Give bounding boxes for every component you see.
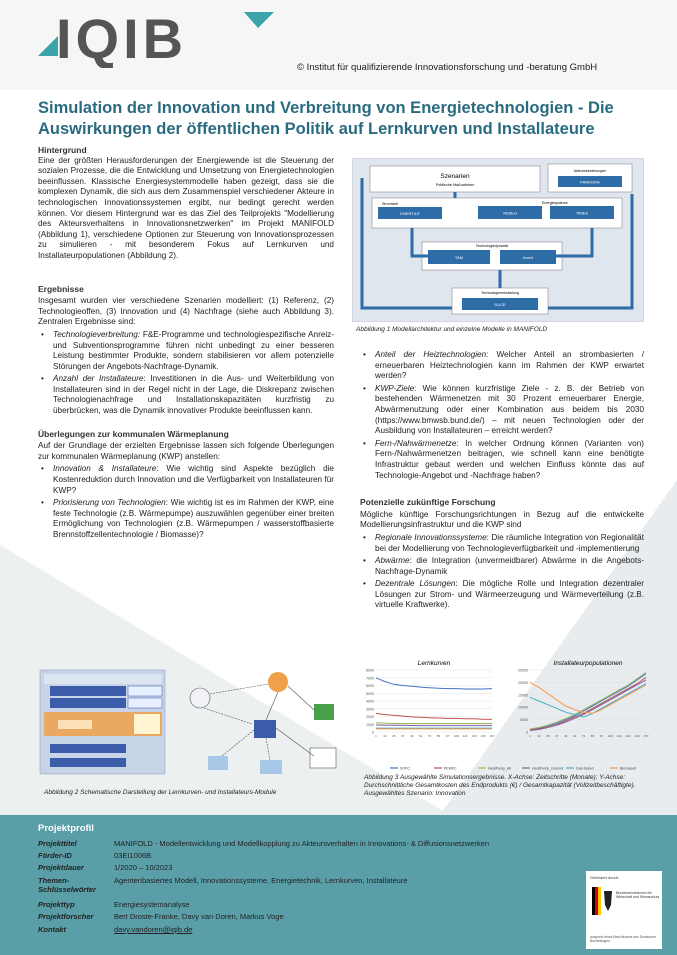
y-tick-label: 0 [372,730,374,735]
hintergrund-text: Eine der größten Herausforderungen der Energiewende ist die Steuerung der sozialen Prozesse, die die Entwicklung und Umsetzung von Energietechnologien beeinflussen. Klassische Energiesystemmodelle haben gezeigt, dass sie die komplexen Dynamik, die sich aus dem Zusammenspiel verschiedener Akteure in technologischen Innovationssystemen ergibt, nur bedingt gerecht werden können. Vor diesem Hintergrund war es das Ziel des Teilprojekts "Modellierung des Akteursverhaltens in Innovationsnetzwerken" im Projekt MANIFOLD (Abbildung 1), verschiedene Optionen zur Steuerung von Innovationsprozessen zu simulieren - mit besonderem Fokus auf Lernkurven und Installateurpopulationen (Abbildung 2). [38,155,334,260]
x-tick-label: 85 [436,734,441,738]
series-line-heatpump-ground [376,725,492,726]
list-item: • Dezentrale Lösungen: Die mögliche Rolle und Integration dezentraler Lösungen zur Strom- und Wärmeerzeugung und Wärmeverteilung (z.B. virtuelle Kraftwerke). [360,579,644,611]
x-tick-label: 121 [616,734,622,738]
x-tick-label: 25 [392,734,396,738]
footer-row-value: MANIFOLD - Modellentwicklung und Modellkopplung zu Akteursverhalten in Innovations- & Diffusionsnetzwerken [114,839,490,848]
figure-3-caption: Abbildung 3 Ausgewählte Simulationsergebnisse. X-Achse: Zeitschritte (Monate); Y-Achse: Durchschnittliche Gesamtkosten des Endprodukts (€) / Gesamtkapazität (Vollzeitbeschäftigte). Ausgewähltes Szenario: Innovation [364,774,636,797]
kwp-list-right [360,350,644,481]
list-item: • Regionale Innovationssysteme: Die räumliche Integration von Regionalität bei der Modellierung von Technologieverfügbarkeit und -implementierung [360,533,644,554]
x-tick-label: 157 [643,734,649,738]
series-line-heatpump-air [376,723,492,724]
contact-email-link[interactable]: davy.vandoren@iqib.de [114,925,193,934]
y-tick-label: 25000 [518,668,528,673]
tech-dyn-label: Technologiedynamik [475,244,509,248]
heading-forschung: Potenzielle zukünftige Forschung [360,497,496,508]
ergebnisse-intro: Insgesamt wurden vier verschiedene Szenarien modelliert: (1) Referenz, (2) Technologieoffen, (3) Innovation und (4) Nachfrage (siehe auch Abbildung 3). Zentralen Ergebnisse sind: [38,296,334,327]
y-tick-label: 6000 [366,684,374,688]
copyright: © Institut für qualifizierende Innovationsforschung und -beratung GmbH [297,62,598,73]
y-tick-label: 7000 [366,676,374,681]
heading-ergebnisse: Ergebnisse [38,283,84,294]
x-tick-label: 97 [445,734,450,738]
legend-label: Gas-based [576,766,594,771]
x-tick-label: 1 [375,734,377,738]
y-tick-label: 5000 [520,718,528,723]
times-label: TIMES [575,210,589,216]
figure-2-caption: Abbildung 2 Schematische Darstellung der Lernkurven- und Installateurs-Module [44,789,277,796]
heading-hintergrund: Hintergrund [38,145,87,155]
list-item: • Fern-/Nahwärmenetze: In welcher Ordnung können (Varianten von) Fern-/Nahwärmenetzen beitragen, wie schnell kann eine benötigte Infrastruktur gebaut werden und welchen Einfluss könnte das auf Technologie-Angebot und -Nachfrage haben? [360,439,644,481]
chart-panel [518,660,649,738]
footer-row-value: Energiesystemanalyse [114,900,190,909]
footer-row-value: 1/2020 – 10/2023 [114,863,173,872]
y-tick-label: 20000 [518,680,528,685]
forschung-list [360,533,644,611]
legend-label: HeatPump_Ground [532,766,563,771]
series-line-sofc [376,678,492,689]
eagle-icon [592,887,614,915]
y-tick-label: 0 [526,730,528,735]
legend-label: Bio-based [620,766,637,771]
akteurs-label: Akteursbeziehungen [573,169,607,173]
tam-label: TAM [454,255,464,260]
x-tick-label: 73 [581,734,586,738]
x-tick-label: 1 [529,734,531,738]
x-tick-label: 133 [625,734,631,738]
y-tick-label: 8000 [366,668,374,673]
x-tick-label: 109 [453,734,459,738]
x-tick-label: 121 [462,734,468,738]
ergebnisse-list [38,330,334,417]
svg-text:IQIB: IQIB [56,8,188,68]
footer-row-key: Projektdauer [38,863,84,872]
footer-row-key: Projektforscher [38,912,94,921]
footer-row-key: Kontakt [38,925,66,934]
pandora-label: PANDORA [580,179,600,185]
x-tick-label: 61 [572,734,577,738]
x-tick-label: 97 [599,734,604,738]
szenarien-label: Szenarien [440,173,470,180]
y-tick-label: 4000 [366,699,374,704]
x-tick-label: 145 [480,734,486,738]
figure-1-caption: Abbildung 1 Modellarchitektur und einzelne Modelle in MANIFOLD [356,326,548,333]
footer-row-value: Agentenbasiertes Modell, Innovationssysteme, Energietechnik, Lernkurven, Installateure [114,876,408,885]
y-tick-label: 10000 [518,705,528,710]
footer-row-key: Projekttyp [38,900,75,909]
list-item: • Technologieverbreitung: F&E-Programme und technologiespezifische Anreiz- und Subventionsprogramme führen nicht unbedingt zu einer besseren Leistung bestimmter Produkte, sondern stabilisieren vor allem potenzielle Störungen der Angebots-Nachfrage-Dynamik. [38,330,334,372]
left-column [38,145,334,541]
y-tick-label: 5000 [366,691,374,696]
chart-panel [366,660,495,738]
x-tick-label: 145 [634,734,640,738]
header [0,0,677,90]
series-line-heatpump-ground [530,680,646,731]
x-tick-label: 73 [427,734,432,738]
page-title: Simulation der Innovation und Verbreitung von Energietechnologien - Die Auswirkungen der öffentlichen Politik auf Lernkurven und Installateure [38,99,614,138]
funder-logo [586,871,662,949]
funder-ministry: Bundesministerium für Wirtschaft und Klimaschutz [616,891,660,900]
x-tick-label: 157 [489,734,495,738]
x-tick-label: 13 [537,734,541,738]
list-item: • Abwärme: die Integration (unvermeidbarer) Abwärme in die Angebots-Nachfrage-Dynamik [360,556,644,577]
legend-label: HeatPump_Air [488,766,512,771]
legend-label: SOFC [400,766,410,771]
invert-label: Invert [522,255,534,260]
y-tick-label: 15000 [518,693,528,698]
x-tick-label: 133 [471,734,477,738]
x-tick-label: 25 [546,734,550,738]
y-tick-label: 1000 [366,722,374,727]
enertile-label: ENERTILE [400,211,420,216]
chart-title: Lernkurven [417,660,451,667]
chart-legend [390,767,636,771]
x-tick-label: 37 [555,734,559,738]
list-item: • Anzahl der Installateure: Investitionen in die Aus- und Weiterbildung von Installateuren sind in der Regel nicht in der Lage, die Diskrepanz zwischen Technologienachfrage und Installationskapazitäten kurzfristig zu überbrücken, was die Dynamik innovativer Produkte beeinflussen kann. [38,374,334,416]
x-tick-label: 109 [607,734,613,738]
footer-row-key: Themen-Schlüsselwörter [38,876,96,894]
x-tick-label: 37 [401,734,405,738]
project-profile-heading: Projektprofil [38,823,94,834]
chart-title: Installateurpopulationen [553,660,623,667]
slice-label: SLICE [494,302,506,307]
list-item: • Priorisierung von Technologien: Wie wichtig ist es im Rahmen der KWP, eine feste Technologie (z.B. Wärmepumpe) auszuwählen gegenüber einer breiten Ermöglichung von Technologien (z.B. Wärmepumpen / wasserstoffbasierte Brennstoffzellentechnologie / Biomasse)? [38,498,334,540]
list-item: • Anteil der Heiztechnologien: Welcher Anteil an strombasierten / erneuerbaren Heiztechnologien kann im Rahmen der KWP erwartet werden? [360,350,644,382]
legend-label: PEMFC [444,766,457,771]
tech-entw-label: Technologieentwicklung [481,291,519,295]
kwp-intro: Auf der Grundlage der erzielten Ergebnisse lassen sich folgende Überlegungen zur kommunalen Wärmeplanung (KWP) anstellen: [38,441,334,461]
x-tick-label: 85 [590,734,595,738]
politische-label: Politische Maßnahmen [435,183,475,187]
figure-1-architecture [352,158,644,322]
list-item: • Innovation & Installateure: Wie wichtig sind Aspekte bezüglich die Kostenreduktion durch Innovation und die Verfügbarkeit von Installateuren für KWP? [38,464,334,496]
remod-label: REMod [503,210,517,216]
footer-row-key: Förder-ID [38,851,72,860]
y-tick-label: 2000 [366,715,374,719]
forschung-intro: Mögliche künftige Forschungsrichtungen in Bezug auf die entwickelte Modellierungsinfrastruktur und die KWP sind [360,509,644,530]
heading-kwp: Überlegungen zur kommunalen Wärmeplanung [38,428,229,439]
figure-3-charts [350,656,650,774]
x-tick-label: 49 [410,734,414,738]
funder-note: aufgrund eines Beschlusses des Deutschen Bundestages [590,935,656,943]
x-tick-label: 13 [383,734,387,738]
list-item: • KWP-Ziele: Wie können kurzfristige Ziele - z. B. der Betrieb von bestehenden Wärmenetzen mit 30 Prozent erneuerbarer Energie, Abwärmenutzung oder einer Kombination aus beidem bis 2030 (https://www.bmwsb.bund.de/) – mit neuen Technologien oder der Ausbildung von Installateuren – erreicht werden? [360,384,644,437]
figure-2-schematic [38,664,348,784]
footer-row-key: Projekttitel [38,839,77,848]
footer-row-value: 03EI1006B [114,851,152,860]
funder-gefoerdert: Gefördert durch: [590,875,620,880]
series-line-sofc [530,674,646,730]
x-tick-label: 61 [418,734,423,738]
iqib-logo [36,8,276,68]
right-column [360,348,644,611]
kwp-list [38,464,334,540]
series-line-heatpump-air [530,673,646,730]
stromwelt-label: Stromwelt [382,202,398,206]
x-tick-label: 49 [564,734,568,738]
footer-row-value: Bert Droste-Franke, Davy van Doren, Markus Voge [114,912,284,921]
y-tick-label: 3000 [366,707,374,712]
energiesysteme-label: Energiesysteme [542,201,568,205]
